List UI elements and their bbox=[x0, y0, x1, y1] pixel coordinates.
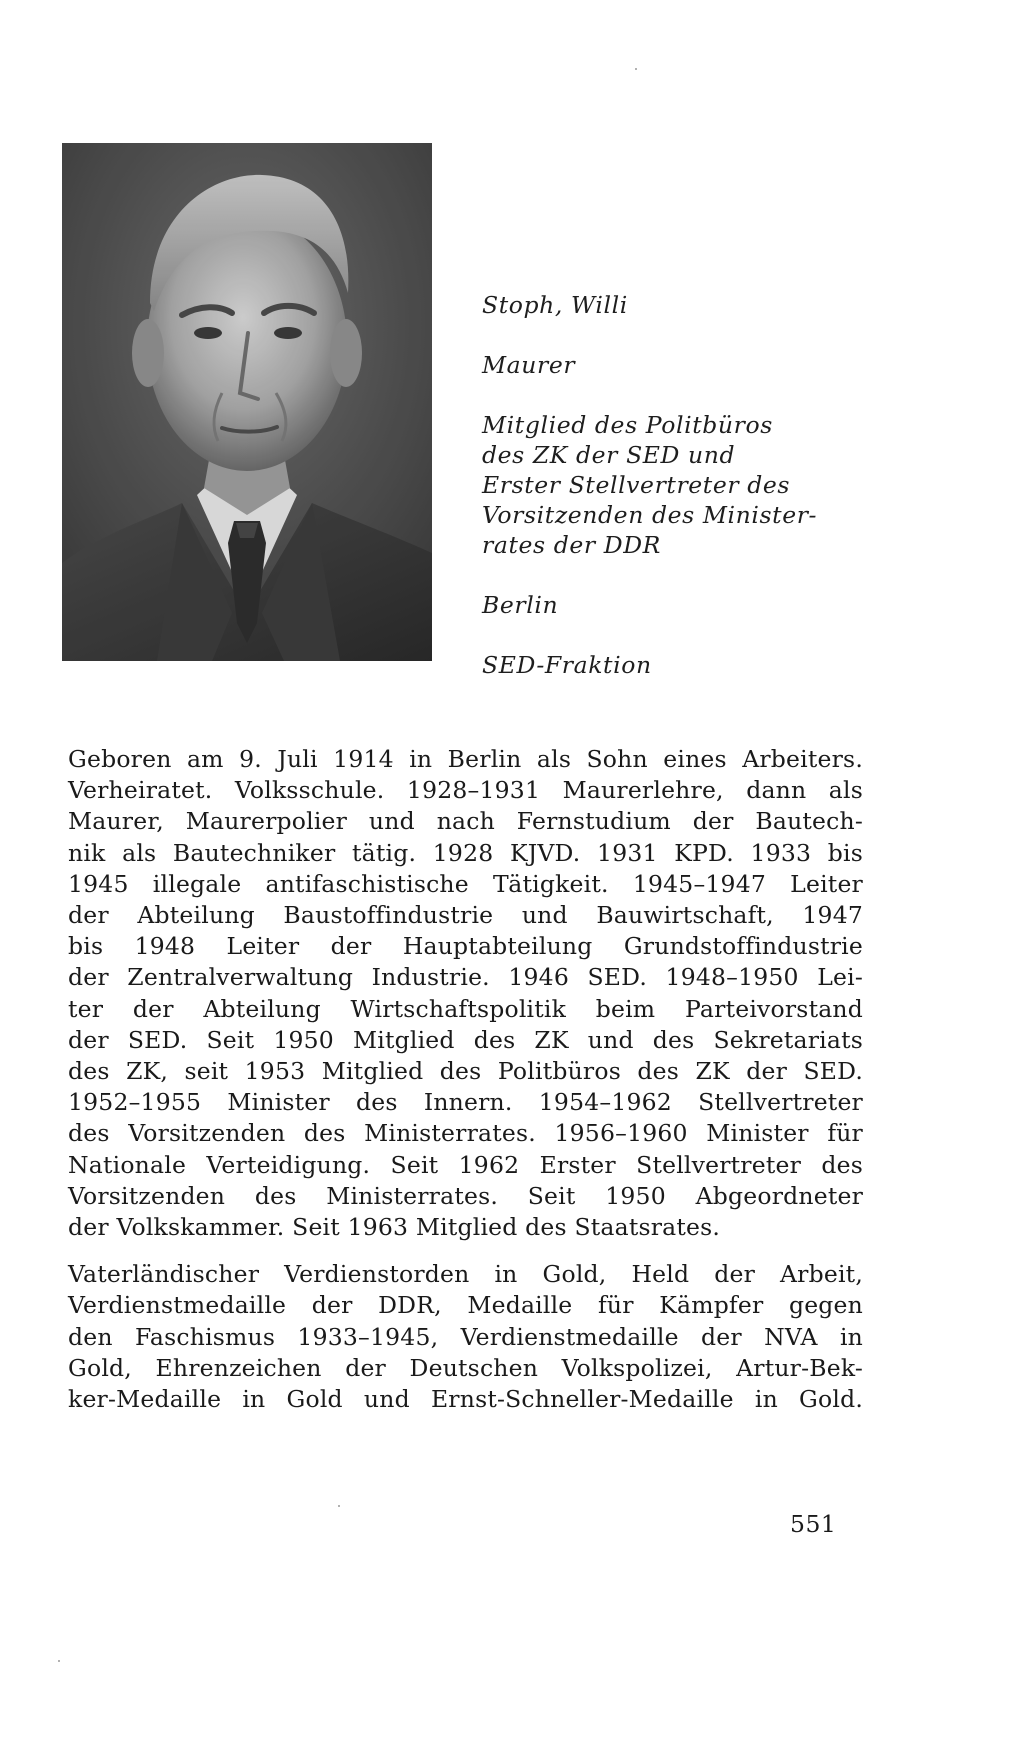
text-line: Verheiratet. Volksschule. 1928–1931 Maurerlehre, dann als bbox=[68, 776, 863, 805]
scan-speck bbox=[58, 1660, 60, 1662]
text-line: der SED. Seit 1950 Mitglied des ZK und des Sekretariats bbox=[68, 1025, 863, 1054]
text-line: Vaterländischer Verdienstorden in Gold, Held der Arbeit, bbox=[68, 1260, 863, 1289]
portrait-photo-icon bbox=[62, 143, 432, 661]
text-line: ter der Abteilung Wirtschaftspolitik beim Parteivorstand bbox=[68, 994, 863, 1023]
biography bbox=[68, 744, 863, 1415]
text-line: den Faschismus 1933–1945, Verdienstmedaille der NVA in bbox=[68, 1322, 863, 1351]
function-line: des ZK der SED und bbox=[482, 441, 736, 469]
function-description bbox=[482, 410, 902, 560]
caption-block bbox=[482, 290, 902, 680]
text-line: bis 1948 Leiter der Hauptabteilung Grundstoffindustrie bbox=[68, 932, 863, 961]
portrait-photo bbox=[62, 143, 432, 661]
awards-paragraph bbox=[68, 1259, 863, 1415]
text-line: des Vorsitzenden des Ministerrates. 1956–1960 Minister für bbox=[68, 1119, 863, 1148]
text-line: der Abteilung Baustoffindustrie und Bauwirtschaft, 1947 bbox=[68, 901, 863, 930]
text-line: ker-Medaille in Gold und Ernst-Schneller-Medaille in Gold. bbox=[68, 1385, 863, 1414]
text-line: Vorsitzenden des Ministerrates. Seit 1950 Abgeordneter bbox=[68, 1181, 863, 1210]
location: Berlin bbox=[482, 591, 559, 619]
person-name: Stoph, Willi bbox=[482, 291, 628, 319]
function-line: Vorsitzenden des Minister- bbox=[482, 501, 818, 529]
text-line: Verdienstmedaille der DDR, Medaille für Kämpfer gegen bbox=[68, 1291, 863, 1320]
profession: Maurer bbox=[482, 351, 576, 379]
text-line: Geboren am 9. Juli 1914 in Berlin als Sohn eines Arbeiters. bbox=[68, 745, 863, 773]
text-line: der Volkskammer. Seit 1963 Mitglied des Staatsrates. bbox=[68, 1213, 721, 1242]
function-line: Mitglied des Politbüros bbox=[482, 411, 773, 439]
faction: SED-Fraktion bbox=[482, 651, 652, 679]
text-line: 1945 illegale antifaschistische Tätigkeit. 1945–1947 Leiter bbox=[68, 869, 863, 898]
text-line: Maurer, Maurerpolier und nach Fernstudium der Bautech- bbox=[68, 807, 863, 836]
text-line: der Zentralverwaltung Industrie. 1946 SED. 1948–1950 Lei- bbox=[68, 963, 863, 992]
text-line: Nationale Verteidigung. Seit 1962 Erster Stellvertreter des bbox=[68, 1150, 863, 1179]
text-line: Gold, Ehrenzeichen der Deutschen Volkspolizei, Artur-Bek- bbox=[68, 1353, 863, 1382]
scan-speck bbox=[635, 68, 637, 70]
function-line: rates der DDR bbox=[482, 531, 661, 559]
text-line: nik als Bautechniker tätig. 1928 KJVD. 1931 KPD. 1933 bis bbox=[68, 838, 863, 867]
function-line: Erster Stellvertreter des bbox=[482, 471, 791, 499]
scan-speck bbox=[338, 1505, 340, 1507]
page-number: 551 bbox=[790, 1510, 837, 1538]
biography-paragraph bbox=[68, 744, 863, 1243]
text-line: des ZK, seit 1953 Mitglied des Politbüros des ZK der SED. bbox=[68, 1057, 863, 1086]
text-line: 1952–1955 Minister des Innern. 1954–1962 Stellvertreter bbox=[68, 1088, 863, 1117]
